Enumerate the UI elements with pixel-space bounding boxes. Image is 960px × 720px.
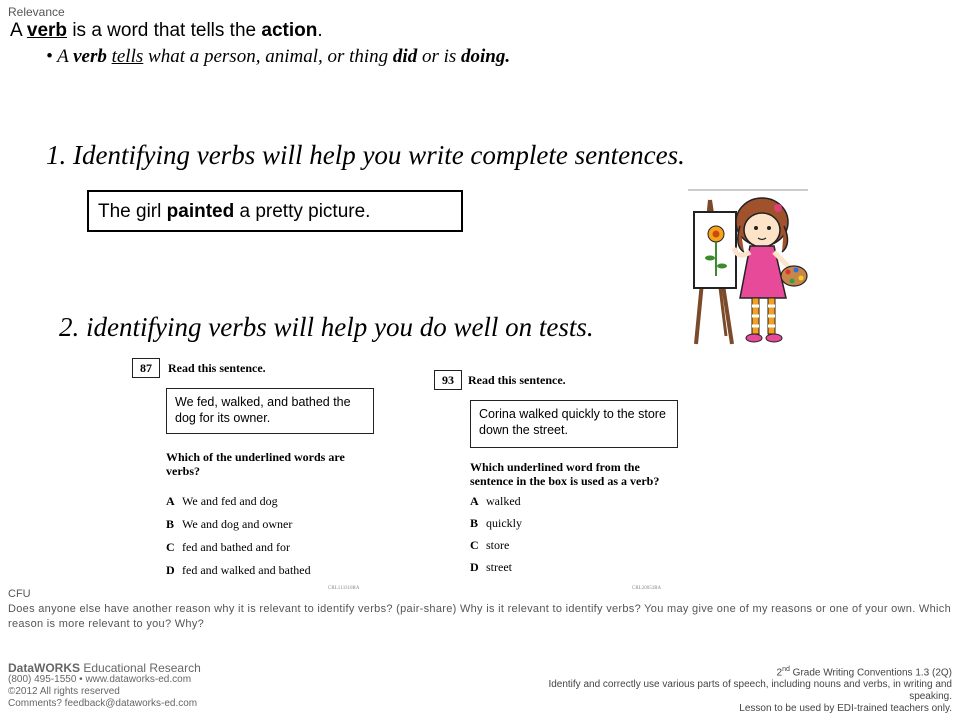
cfu-prompt: Does anyone else have another reason why it is relevant to identify verbs? (pair-share) Why is it relevant to identify verbs? You may give one of my reasons or one of your own. Which reason is more relevant to you? Why? [8,603,951,630]
copyright: ©2012 All rights reserved [8,686,120,697]
test-question-93 [430,364,686,596]
answer-option: C fed and bathed and for [166,540,290,554]
question-text: Which of the underlined words are verbs? [166,450,345,478]
course-title: 2nd Grade Writing Conventions 1.3 (2Q) [776,666,952,679]
lesson-info [532,664,952,715]
question-number: 93 [434,370,462,390]
test-question-87 [128,352,382,596]
standard-text: Identify and correctly use various parts of speech, including nouns and verbs, in writing and speaking. [548,679,952,703]
answer-option: A walked [470,494,521,508]
girl-painting-icon [686,186,810,350]
item-code: CRL113310RA [328,586,360,591]
answer-option: C store [470,538,510,552]
term-verb: verb [26,20,68,41]
section-label: Relevance [8,5,65,19]
publisher-info [8,662,201,710]
feedback-contact: Comments? feedback@dataworks-ed.com [8,698,198,709]
answer-option: D fed and walked and bathed [166,563,311,577]
publisher-brand: DataWORKS Educational Research [8,661,201,675]
publisher-contact: (800) 495-1550 • www.dataworks-ed.com [8,674,192,685]
sentence-box: We fed, walked, and bathed the dog for its owner. [166,388,374,434]
sentence-box: Corina walked quickly to the store down the street. [470,400,678,448]
question-number: 87 [132,358,160,378]
reason-one: 1. Identifying verbs will help you write complete sentences. [46,140,685,170]
question-text: Which underlined word from the sentence in the box is used as a verb? [470,460,660,488]
instruction: Read this sentence. [468,373,566,387]
answer-option: B We and dog and owner [166,517,293,531]
answer-option: D street [470,560,512,574]
item-code: CRL20053RA [632,586,662,591]
definition-bullet: • A verb tells what a person, animal, or thing did or is doing. [46,46,511,67]
answer-option: B quickly [470,516,522,530]
example-verb: painted [166,201,235,222]
keyword-action: action [261,20,318,41]
example-sentence-box: The girl painted a pretty picture. [87,190,463,232]
cfu-label: CFU [8,588,31,600]
answer-option: A We and fed and dog [166,494,278,508]
instruction: Read this sentence. [168,361,266,375]
verb-definition: A verb is a word that tells the action. [10,20,323,41]
reason-two: 2. identifying verbs will help you do well on tests. [59,312,594,342]
usage-note: Lesson to be used by EDI-trained teachers only. [739,703,952,715]
